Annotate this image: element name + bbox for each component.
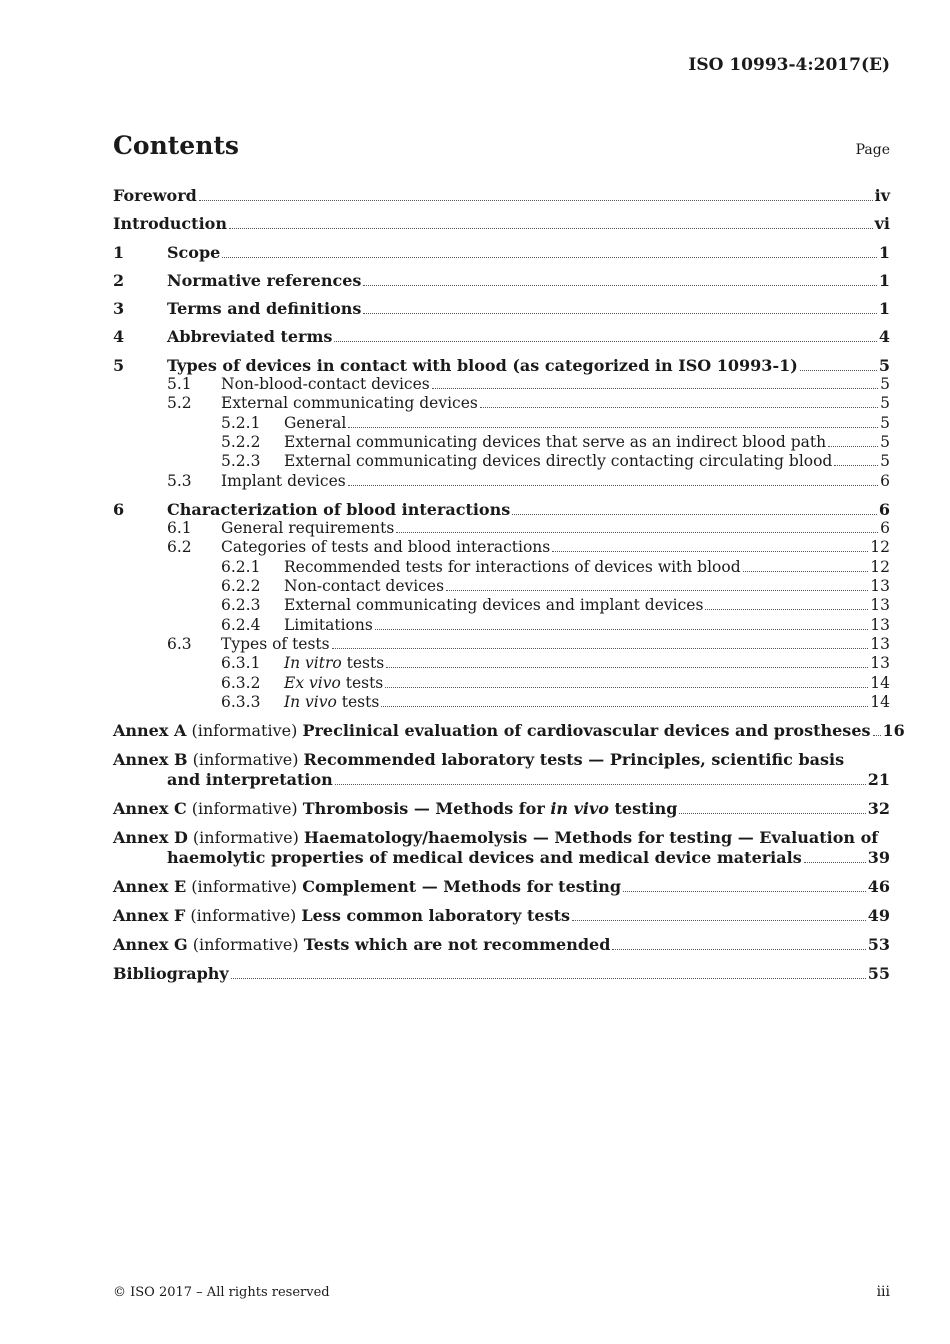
toc-entry-number: 5.2	[167, 394, 192, 413]
title-rest: tests	[336, 692, 380, 711]
toc-entry-title: Implant devices	[221, 471, 346, 490]
annex-label: Annex C	[113, 799, 187, 819]
toc-entry-page: 5	[878, 355, 890, 375]
toc-entry-number: 1	[113, 242, 125, 262]
toc-entry-page: 6	[880, 519, 890, 538]
leader-dots	[743, 570, 869, 572]
leader-dots	[332, 647, 869, 649]
toc-entry-section-5-2[interactable]	[113, 394, 890, 413]
toc-entry-section-5-3[interactable]	[113, 472, 890, 491]
leader-dots	[231, 977, 866, 979]
leader-dots	[572, 919, 866, 921]
leader-dots	[679, 812, 865, 814]
leader-dots	[480, 406, 878, 408]
italic-term: Ex vivo	[284, 673, 341, 692]
toc-entry-title	[284, 674, 383, 693]
toc-entry-number: 2	[113, 270, 125, 290]
toc-entry-annex-g[interactable]	[113, 935, 890, 955]
annex-type: (informative)	[186, 721, 303, 741]
toc-entry-page: 5	[880, 452, 890, 471]
annex-type: (informative)	[186, 877, 303, 897]
leader-dots	[705, 608, 868, 610]
toc-entry-title: Non-blood-contact devices	[221, 375, 430, 394]
annex-title-continued: haemolytic properties of medical devices and medical device materials	[167, 848, 802, 868]
toc-entry-title: External communicating devices that serve as an indirect blood path	[284, 432, 827, 451]
leader-dots	[512, 513, 877, 515]
annex-type: (informative)	[185, 906, 302, 926]
copyright-notice: © ISO 2017 – All rights reserved	[113, 1285, 330, 1300]
toc-entry-title: Types of tests	[221, 634, 330, 653]
toc-entry-page: 6	[878, 499, 890, 519]
toc-entry-title: Terms and definitions	[167, 299, 362, 319]
toc-entry-title: Abbreviated terms	[167, 327, 333, 347]
toc-entry-section-5-2-3[interactable]	[113, 452, 890, 471]
toc-entry-page: vi	[874, 214, 890, 234]
toc-entry-title: Foreword	[113, 186, 197, 205]
toc-entry-page: 13	[870, 577, 890, 596]
toc-entry-page: 12	[870, 557, 890, 576]
toc-entry-section-6-2-4[interactable]	[113, 616, 890, 635]
annex-title: Thrombosis — Methods for	[302, 799, 551, 819]
toc-entry-annex-c[interactable]	[113, 799, 890, 819]
toc-entry-number: 5.1	[167, 375, 192, 394]
title-rest: tests	[340, 673, 384, 692]
annex-type: (informative)	[186, 799, 303, 819]
toc-entry-section-6-3-1[interactable]	[113, 654, 890, 673]
toc-entry-page: 39	[867, 848, 890, 868]
annex-title: Haematology/haemolysis — Methods for testing — Evaluation of	[303, 828, 879, 848]
toc-entry-title: Categories of tests and blood interactions	[221, 538, 551, 557]
toc-entry-page: iv	[874, 186, 890, 205]
leader-dots	[348, 484, 878, 486]
toc-entry-page: 14	[870, 692, 890, 711]
toc-entry-section-6-2[interactable]	[113, 538, 890, 557]
leader-dots	[800, 369, 877, 371]
annex-title: Recommended laboratory tests — Principles, scientific basis	[303, 750, 845, 770]
leader-dots	[375, 628, 868, 630]
leader-dots	[396, 531, 878, 533]
toc-entry-page: 14	[870, 673, 890, 692]
toc-entry-page: 1	[878, 242, 890, 262]
leader-dots	[828, 445, 878, 447]
toc-entry-bibliography[interactable]	[113, 964, 890, 984]
toc-entry-number: 6.2.2	[221, 577, 261, 596]
annex-label: Annex E	[113, 877, 187, 897]
toc-entry-section-6-2-2[interactable]	[113, 577, 890, 596]
annex-label: Annex A	[113, 721, 187, 741]
leader-dots	[222, 256, 877, 258]
toc-entry-number: 6.2.3	[221, 596, 261, 615]
toc-entry-section-6[interactable]	[113, 500, 890, 519]
annex-title: Tests which are not recommended	[303, 935, 611, 955]
title-rest: testing	[608, 799, 678, 819]
toc-entry-annex-a[interactable]	[113, 721, 905, 741]
toc-entry-title: External communicating devices directly contacting circulating blood	[284, 452, 833, 471]
toc-entry-page: 55	[867, 964, 890, 984]
leader-dots	[432, 387, 878, 389]
page-column-label: Page	[855, 142, 890, 158]
toc-entry-number: 6	[113, 499, 125, 519]
leader-dots	[199, 199, 873, 201]
leader-dots	[363, 312, 876, 314]
italic-term: in vivo	[550, 799, 609, 819]
toc-entry-page: 12	[870, 538, 890, 557]
toc-entry-number: 5.2.3	[221, 452, 261, 471]
toc-entry-page: 46	[867, 877, 890, 897]
leader-dots	[834, 464, 878, 466]
annex-title: Preclinical evaluation of cardiovascular devices and prostheses	[302, 721, 871, 741]
toc-entry-page: 5	[880, 394, 890, 413]
leader-dots	[363, 284, 876, 286]
toc-entry-number: 6.3.2	[221, 673, 261, 692]
annex-label: Annex F	[113, 906, 186, 926]
toc-entry-section-6-2-1[interactable]	[113, 558, 890, 577]
toc-entry-page: 4	[878, 327, 890, 347]
toc-entry-number: 5.2.1	[221, 413, 261, 432]
toc-entry-page: 53	[867, 935, 890, 955]
leader-dots	[446, 589, 868, 591]
toc-entry-section-6-2-3[interactable]	[113, 596, 890, 615]
toc-entry-section-5-2-2[interactable]	[113, 433, 890, 452]
toc-entry-title: General requirements	[221, 519, 395, 538]
toc-entry-title: Normative references	[167, 270, 362, 290]
toc-entry-number: 6.2.4	[221, 615, 261, 634]
toc-entry-number: 6.3	[167, 634, 192, 653]
toc-entry-page: 5	[880, 432, 890, 451]
toc-entry-page: 1	[878, 299, 890, 319]
leader-dots	[552, 550, 868, 552]
toc-entry-section-5-1[interactable]	[113, 375, 890, 394]
leader-dots	[229, 227, 873, 229]
toc-entry-page: 16	[882, 721, 905, 741]
annex-label: Annex D	[113, 828, 188, 848]
toc-entry-number: 6.1	[167, 519, 192, 538]
leader-dots	[385, 686, 868, 688]
toc-entry-annex-f[interactable]	[113, 906, 890, 926]
toc-entry-title: Limitations	[284, 615, 373, 634]
toc-entry-title: External communicating devices and implant devices	[284, 596, 704, 615]
toc-entry-page: 49	[867, 906, 890, 926]
toc-entry-page: 32	[867, 799, 890, 819]
toc-entry-annex-e[interactable]	[113, 877, 890, 897]
toc-entry-page: 5	[880, 375, 890, 394]
toc-entry-section-5[interactable]	[113, 356, 890, 375]
leader-dots	[612, 948, 865, 950]
toc-entry-section-6-1[interactable]	[113, 519, 890, 538]
annex-title: Complement — Methods for testing	[302, 877, 622, 897]
toc-entry-page: 13	[870, 654, 890, 673]
toc-entry-page: 1	[878, 270, 890, 290]
toc-entry-title: General	[284, 413, 347, 432]
leader-dots	[623, 890, 866, 892]
leader-dots	[873, 734, 881, 736]
toc-entry-number: 6.2.1	[221, 557, 261, 576]
toc-entry-title: Types of devices in contact with blood (as categorized in ISO 10993-1)	[167, 355, 798, 375]
italic-term: In vivo	[284, 692, 337, 711]
leader-dots	[334, 340, 876, 342]
toc-entry-section-6-3-2[interactable]	[113, 674, 890, 693]
toc-entry-foreword[interactable]	[113, 186, 890, 205]
toc-entry-introduction[interactable]	[113, 214, 890, 233]
table-of-contents	[113, 186, 905, 984]
leader-dots	[348, 426, 878, 428]
leader-dots	[335, 783, 866, 785]
toc-entry-number: 6.3.3	[221, 692, 261, 711]
toc-entry-number: 5.3	[167, 471, 192, 490]
annex-title: Less common laboratory tests	[301, 906, 570, 926]
leader-dots	[804, 861, 866, 863]
annex-type: (informative)	[187, 935, 304, 955]
toc-entry-page: 13	[870, 596, 890, 615]
annex-type: (informative)	[187, 750, 304, 770]
toc-entry-title: Non-contact devices	[284, 577, 445, 596]
toc-entry-page: 13	[870, 615, 890, 634]
annex-label: Annex G	[113, 935, 188, 955]
toc-entry-title: Scope	[167, 242, 221, 262]
toc-entry-section-2[interactable]	[113, 271, 890, 290]
toc-entry-title: Introduction	[113, 214, 227, 234]
toc-entry-annex-d[interactable]	[113, 828, 890, 868]
toc-entry-section-6-3[interactable]	[113, 635, 890, 654]
toc-entry-title	[284, 654, 384, 673]
toc-entry-number: 4	[113, 327, 125, 347]
italic-term: In vitro	[284, 654, 342, 673]
annex-title-continued: and interpretation	[167, 770, 333, 790]
toc-entry-section-3[interactable]	[113, 299, 890, 318]
toc-entry-number: 5	[113, 355, 125, 375]
leader-dots	[381, 705, 868, 707]
toc-entry-title: Characterization of blood interactions	[167, 499, 511, 519]
leader-dots	[386, 666, 868, 668]
toc-entry-section-6-3-3[interactable]	[113, 693, 890, 712]
toc-entry-section-1[interactable]	[113, 243, 890, 262]
toc-entry-page: 5	[880, 413, 890, 432]
annex-type: (informative)	[187, 828, 304, 848]
toc-entry-number: 6.3.1	[221, 654, 261, 673]
toc-entry-number: 3	[113, 299, 125, 319]
document-id: ISO 10993-4:2017(E)	[688, 55, 890, 75]
toc-entry-number: 5.2.2	[221, 432, 261, 451]
toc-entry-page: 13	[870, 634, 890, 653]
toc-entry-annex-b[interactable]	[113, 750, 890, 790]
toc-entry-section-4[interactable]	[113, 327, 890, 346]
page-title: Contents	[113, 131, 240, 160]
title-rest: tests	[341, 654, 385, 673]
page-number: iii	[876, 1284, 890, 1300]
toc-entry-number: 6.2	[167, 538, 192, 557]
annex-label: Annex B	[113, 750, 188, 770]
toc-entry-title: Bibliography	[113, 964, 229, 984]
toc-entry-title: External communicating devices	[221, 394, 478, 413]
toc-entry-page: 21	[867, 770, 890, 790]
toc-entry-page: 6	[880, 471, 890, 490]
toc-entry-section-5-2-1[interactable]	[113, 414, 890, 433]
toc-entry-title	[284, 693, 379, 712]
toc-entry-title: Recommended tests for interactions of devices with blood	[284, 557, 741, 576]
